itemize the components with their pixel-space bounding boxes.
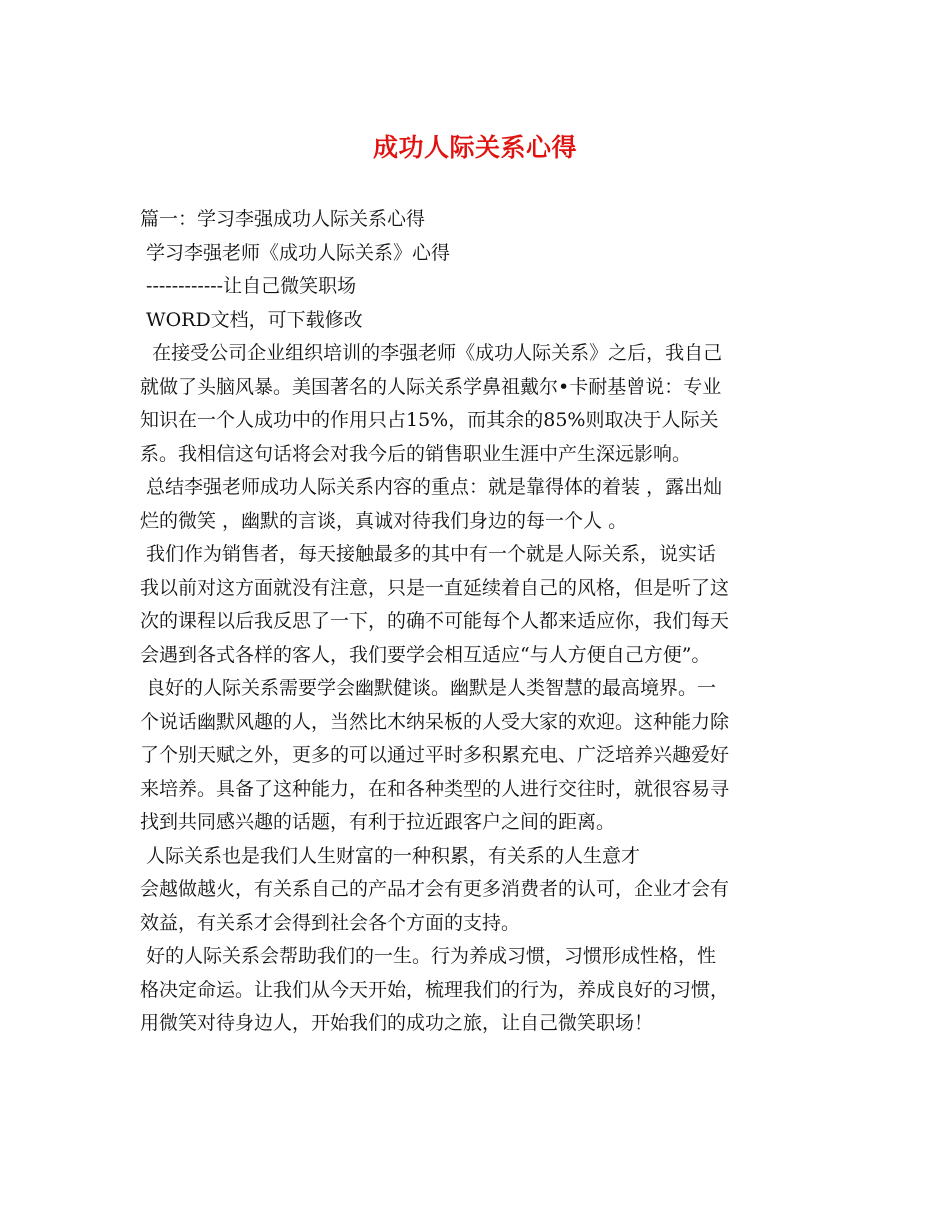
text-line: 知识在一个人成功中的作用只占15%，而其余的85%则取决于人际关	[140, 409, 719, 431]
text-line: 次的课程以后我反思了一下，的确不可能每个人都来适应你，我们每天	[140, 610, 730, 632]
text-line: 良好的人际关系需要学会幽默健谈。幽默是人类智慧的最高境界。一	[140, 677, 717, 699]
text-line: 学习李强老师《成功人际关系》心得	[140, 241, 451, 264]
text-line: 会越做越火，有关系自己的产品才会有更多消费者的认可，企业才会有	[140, 878, 730, 900]
text-line: 找到共同感兴趣的话题，有利于拉近跟客户之间的距离。	[140, 811, 616, 833]
text-line: 人际关系也是我们人生财富的一种积累，有关系的人生意才	[140, 844, 641, 867]
page-title: 成功人际关系心得	[372, 133, 577, 162]
text-line: WORD文档，可下载修改	[140, 308, 363, 331]
text-line: 就做了头脑风暴。美国著名的人际关系学鼻祖戴尔•卡耐基曾说：专业	[140, 375, 722, 398]
text-line: ------------让自己微笑职场	[140, 275, 357, 297]
text-line: 在接受公司企业组织培训的李强老师《成功人际关系》之后，我自己	[140, 342, 723, 364]
text-line: 我以前对这方面就没有注意，只是一直延续着自己的风格，但是听了这	[140, 576, 730, 599]
text-line: 好的人际关系会帮助我们的一生。行为养成习惯，习惯形成性格，性	[140, 945, 717, 967]
text-line: 我们作为销售者，每天接触最多的其中有一个就是人际关系，说实话	[140, 543, 717, 565]
text-line: 用微笑对待身边人，开始我们的成功之旅，让自己微笑职场！	[140, 1012, 654, 1034]
text-line: 烂的微笑 ，幽默的言谈，真诚对待我们身边的每一个人 。	[140, 509, 628, 532]
text-line: 总结李强老师成功人际关系内容的重点：就是靠得体的着装 ，露出灿	[140, 476, 723, 498]
text-line: 会遇到各式各样的客人，我们要学会相互适应“与人方便自己方便”。	[140, 643, 711, 666]
document-body	[140, 203, 816, 1041]
text-line: 篇一：学习李强成功人际关系心得	[140, 208, 426, 230]
text-line: 个说话幽默风趣的人，当然比木纳呆板的人受大家的欢迎。这种能力除	[140, 710, 730, 733]
text-line: 格决定命运。让我们从今天开始，梳理我们的行为，养成良好的习惯，	[140, 978, 730, 1001]
text-line: 系。我相信这句话将会对我今后的销售职业生涯中产生深远影响。	[140, 442, 692, 465]
text-line: 来培养。具备了这种能力，在和各种类型的人进行交往时，就很容易寻	[140, 777, 730, 800]
text-line: 了个别天赋之外，更多的可以通过平时多积累充电、广泛培养兴趣爱好	[140, 744, 730, 766]
text-line: 效益，有关系才会得到社会各个方面的支持。	[140, 911, 521, 934]
